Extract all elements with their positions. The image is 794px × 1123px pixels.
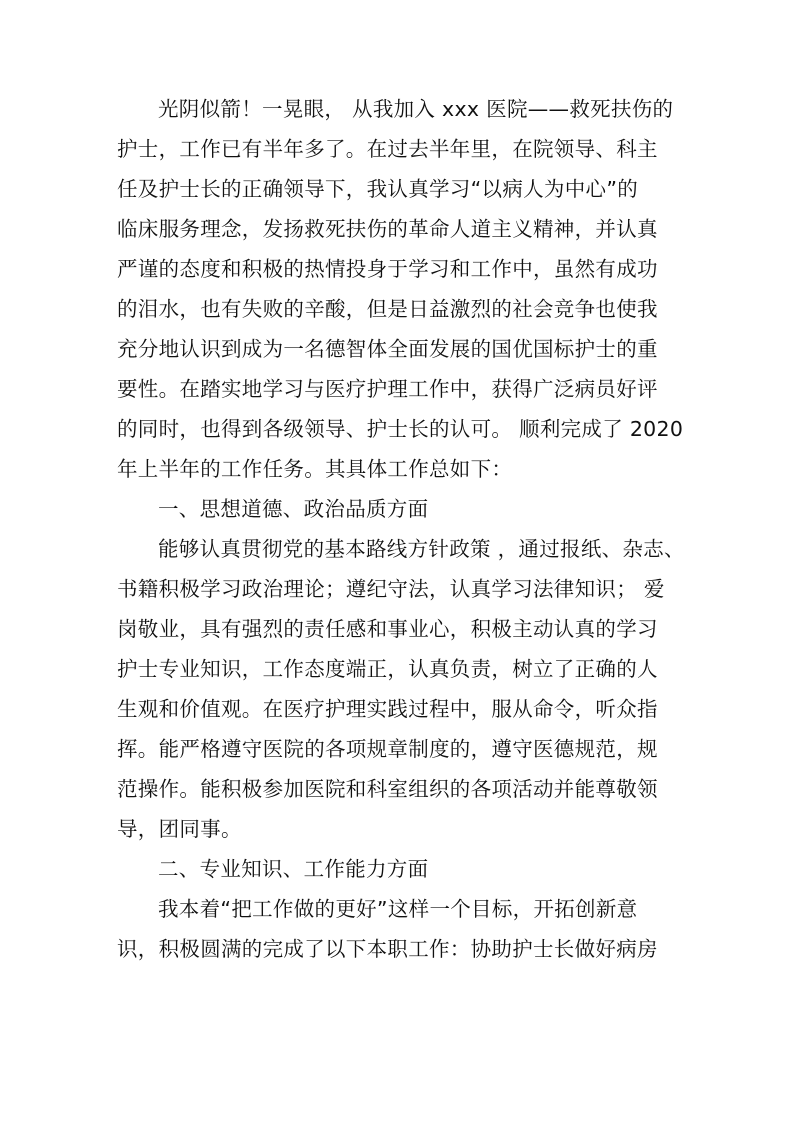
paragraph-intro-line: 要性。在踏实地学习与医疗护理工作中，获得广泛病员好评 bbox=[117, 377, 658, 401]
paragraph-section1-line: 书籍积极学习政治理论；遵纪守法，认真学习法律知识； 爱 bbox=[117, 577, 665, 601]
document-body bbox=[117, 89, 689, 969]
paragraph-section1-line: 生观和价值观。在医疗护理实践过程中，服从命令，听众指 bbox=[117, 697, 658, 721]
paragraph-intro-line: 充分地认识到成为一名德智体全面发展的国优国标护士的重 bbox=[117, 337, 658, 361]
paragraph-section1-line: 范操作。能积极参加医院和科室组织的各项活动并能尊敬领 bbox=[117, 777, 658, 801]
paragraph-intro-line: 年上半年的工作任务。其具体工作总如下： bbox=[117, 457, 513, 481]
paragraph-intro-line: 的同时，也得到各级领导、护士长的认可。 顺利完成了 2020 bbox=[117, 417, 684, 441]
paragraph-intro-line: 的泪水，也有失败的辛酸，但是日益激烈的社会竞争也使我 bbox=[117, 297, 658, 321]
paragraph-section2-line: 识，积极圆满的完成了以下本职工作：协助护士长做好病房 bbox=[117, 937, 658, 961]
paragraph-section1-line: 岗敬业，具有强烈的责任感和事业心，积极主动认真的学习 bbox=[117, 617, 658, 641]
paragraph-section1-line: 导，团同事。 bbox=[117, 817, 242, 841]
paragraph-section1-line: 护士专业知识，工作态度端正，认真负责，树立了正确的人 bbox=[117, 657, 658, 681]
section-heading-2: 二、专业知识、工作能力方面 bbox=[158, 857, 429, 881]
paragraph-section2-line: 我本着“把工作做的更好”这样一个目标，开拓创新意 bbox=[158, 897, 638, 921]
section-heading-1: 一、思想道德、政治品质方面 bbox=[158, 497, 429, 521]
paragraph-intro-line: 临床服务理念，发扬救死扶伤的革命人道主义精神，并认真 bbox=[117, 217, 658, 241]
paragraph-intro-line: 任及护士长的正确领导下，我认真学习“以病人为中心”的 bbox=[117, 177, 639, 201]
paragraph-intro-line: 护士，工作已有半年多了。在过去半年里，在院领导、科主 bbox=[117, 137, 658, 161]
paragraph-intro-line: 严谨的态度和积极的热情投身于学习和工作中，虽然有成功 bbox=[117, 257, 658, 281]
paragraph-intro-line: 光阴似箭！一晃眼， 从我加入 xxx 医院——救死扶伤的 bbox=[158, 97, 674, 121]
paragraph-section1-line: 能够认真贯彻党的基本路线方针政策 ，通过报纸、杂志、 bbox=[158, 537, 685, 561]
paragraph-section1-line: 挥。能严格遵守医院的各项规章制度的，遵守医德规范，规 bbox=[117, 737, 658, 761]
